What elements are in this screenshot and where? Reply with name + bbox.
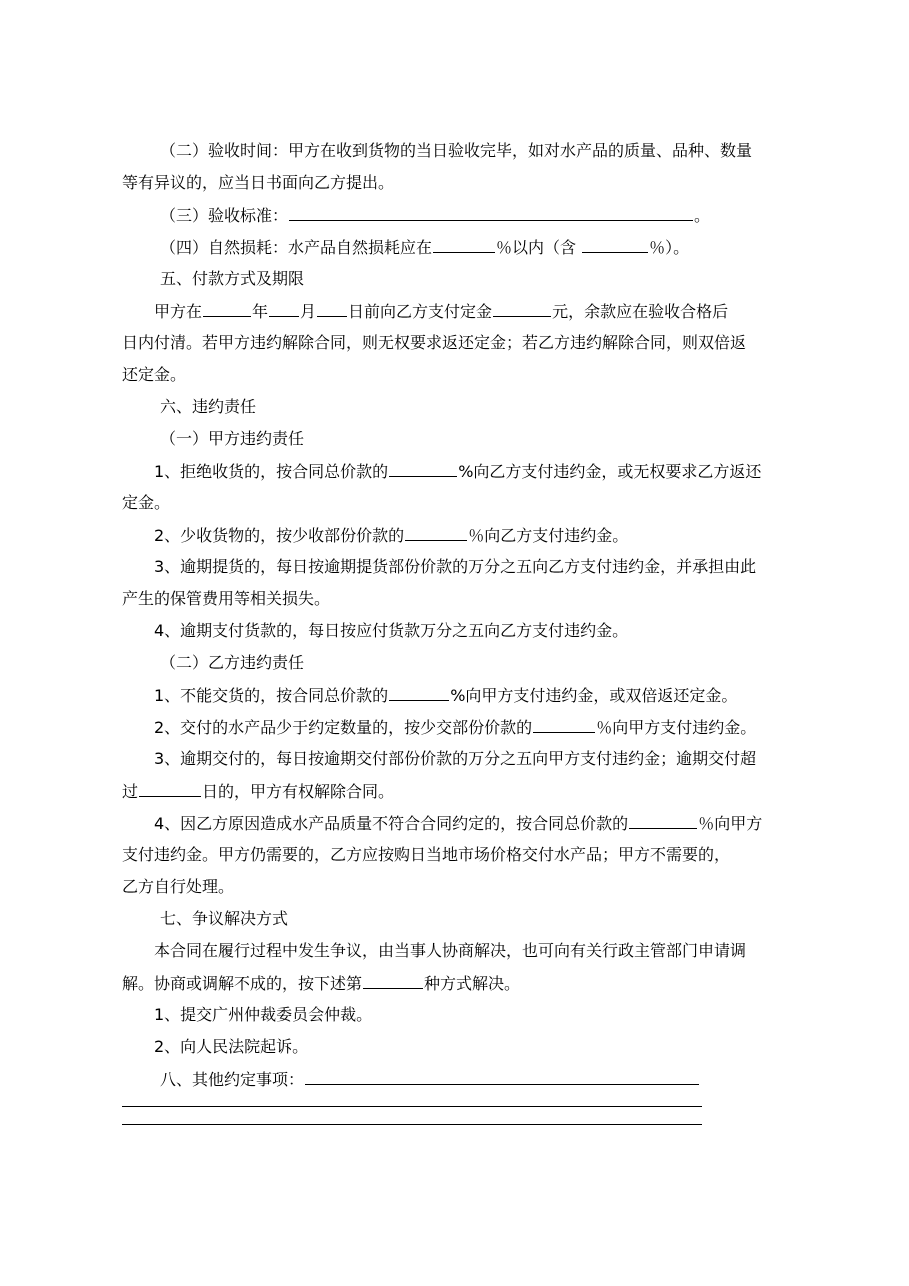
party-b-liability-title: （二）乙方违约责任 xyxy=(160,653,305,672)
party-b-item-1-line xyxy=(154,685,737,706)
payment-month-blank[interactable] xyxy=(269,301,299,317)
payment-text-b: 年 xyxy=(252,302,269,321)
other-terms-blank-2[interactable] xyxy=(122,1106,702,1107)
party-b-item-4-line-1 xyxy=(154,813,762,834)
payment-year-blank[interactable] xyxy=(203,301,251,317)
party-b-item-2-text-a: 2、交付的水产品少于约定数量的，按少交部份价款的 xyxy=(154,718,533,737)
acceptance-time-line-2: 等有异议的，应当日书面向乙方提出。 xyxy=(122,173,395,192)
dispute-method-blank[interactable] xyxy=(363,973,423,989)
acceptance-standard-blank[interactable] xyxy=(289,205,693,221)
dispute-text-b: 种方式解决。 xyxy=(424,974,521,993)
natural-loss-blank-1[interactable] xyxy=(433,237,495,253)
natural-loss-text-c: ％）。 xyxy=(649,238,690,257)
payment-line-1 xyxy=(154,301,728,322)
section-8-line xyxy=(160,1069,700,1090)
party-a-liability-title: （一）甲方违约责任 xyxy=(160,429,305,448)
party-b-item-4-line-2: 支付违约金。甲方仍需要的，乙方应按购日当地市场价格交付水产品；甲方不需要的， xyxy=(122,845,731,864)
party-a-item-1-text-a: 1、拒绝收货的，按合同总价款的 xyxy=(154,462,389,481)
natural-loss-line xyxy=(160,237,689,258)
party-b-item-4-text-b: ％向甲方 xyxy=(698,814,763,833)
section-6-heading: 六、违约责任 xyxy=(160,397,257,416)
payment-text-e: 元，余款应在验收合格后 xyxy=(552,302,729,321)
party-a-item-1-blank[interactable] xyxy=(389,461,457,477)
party-b-item-2-blank[interactable] xyxy=(533,717,595,733)
dispute-option-1: 1、提交广州仲裁委员会仲裁。 xyxy=(154,1005,373,1024)
dispute-line-1: 本合同在履行过程中发生争议，由当事人协商解决，也可向有关行政主管部门申请调 xyxy=(154,941,747,960)
party-a-item-1-line-2: 定金。 xyxy=(122,493,171,512)
payment-deposit-blank[interactable] xyxy=(493,301,551,317)
other-terms-blank-1[interactable] xyxy=(305,1069,699,1085)
acceptance-time-line-1: （二）验收时间：甲方在收到货物的当日验收完毕，如对水产品的质量、品种、数量 xyxy=(160,141,753,160)
party-b-item-4-text-a: 4、因乙方原因造成水产品质量不符合合同约定的，按合同总价款的 xyxy=(154,814,629,833)
party-a-item-2-line xyxy=(154,525,628,546)
party-a-item-1-text-b: %向乙方支付违约金，或无权要求乙方返还 xyxy=(458,462,762,481)
payment-day-blank[interactable] xyxy=(317,301,347,317)
natural-loss-text-a: （四）自然损耗：水产品自然损耗应在 xyxy=(160,238,433,257)
payment-text-d: 日前向乙方支付定金 xyxy=(348,302,493,321)
party-a-item-2-blank[interactable] xyxy=(405,525,467,541)
party-b-item-1-blank[interactable] xyxy=(389,685,449,701)
dispute-option-2: 2、向人民法院起诉。 xyxy=(154,1037,309,1056)
party-b-item-3-text-b: 日的，甲方有权解除合同。 xyxy=(202,782,395,801)
party-b-item-4-blank[interactable] xyxy=(629,813,697,829)
party-b-item-3-blank[interactable] xyxy=(139,781,201,797)
payment-line-3: 还定金。 xyxy=(122,365,187,384)
party-a-item-2-text-b: ％向乙方支付违约金。 xyxy=(468,526,629,545)
natural-loss-blank-2[interactable] xyxy=(582,237,648,253)
party-b-item-3-line-1: 3、逾期交付的，每日按逾期交付部份价款的万分之五向甲方支付违约金；逾期交付超 xyxy=(154,749,757,768)
acceptance-standard-end: 。 xyxy=(694,206,711,225)
natural-loss-text-b: ％以内（含 xyxy=(496,238,577,257)
dispute-text-a: 解。协商或调解不成的，按下述第 xyxy=(122,974,363,993)
payment-text-c: 月 xyxy=(300,302,317,321)
party-a-item-4-line: 4、逾期支付货款的，每日按应付货款万分之五向乙方支付违约金。 xyxy=(154,621,629,640)
section-8-label: 八、其他约定事项： xyxy=(160,1070,305,1089)
acceptance-standard-label: （三）验收标准： xyxy=(160,206,289,225)
acceptance-standard-line xyxy=(160,205,710,226)
dispute-line-2 xyxy=(122,973,520,994)
section-5-heading: 五、付款方式及期限 xyxy=(160,269,305,288)
party-a-item-3-line-1: 3、逾期提货的，每日按逾期提货部份价款的万分之五向乙方支付违约金，并承担由此 xyxy=(154,557,757,576)
other-terms-blank-3[interactable] xyxy=(122,1124,702,1125)
party-a-item-1-line-1 xyxy=(154,461,761,482)
payment-text-a: 甲方在 xyxy=(154,302,203,321)
party-a-item-3-line-2: 产生的保管费用等相关损失。 xyxy=(122,589,331,608)
section-7-heading: 七、争议解决方式 xyxy=(160,909,289,928)
payment-line-2: 日内付清。若甲方违约解除合同，则无权要求返还定金；若乙方违约解除合同，则双倍返 xyxy=(122,333,747,352)
party-b-item-2-line xyxy=(154,717,756,738)
party-b-item-3-line-2 xyxy=(122,781,394,802)
party-b-item-3-text-a: 过 xyxy=(122,782,139,801)
party-b-item-4-line-3: 乙方自行处理。 xyxy=(122,877,235,896)
party-b-item-1-text-a: 1、不能交货的，按合同总价款的 xyxy=(154,686,389,705)
party-b-item-2-text-b: ％向甲方支付违约金。 xyxy=(596,718,757,737)
party-b-item-1-text-b: %向甲方支付违约金，或双倍返还定金。 xyxy=(450,686,738,705)
party-a-item-2-text-a: 2、少收货物的，按少收部份价款的 xyxy=(154,526,405,545)
